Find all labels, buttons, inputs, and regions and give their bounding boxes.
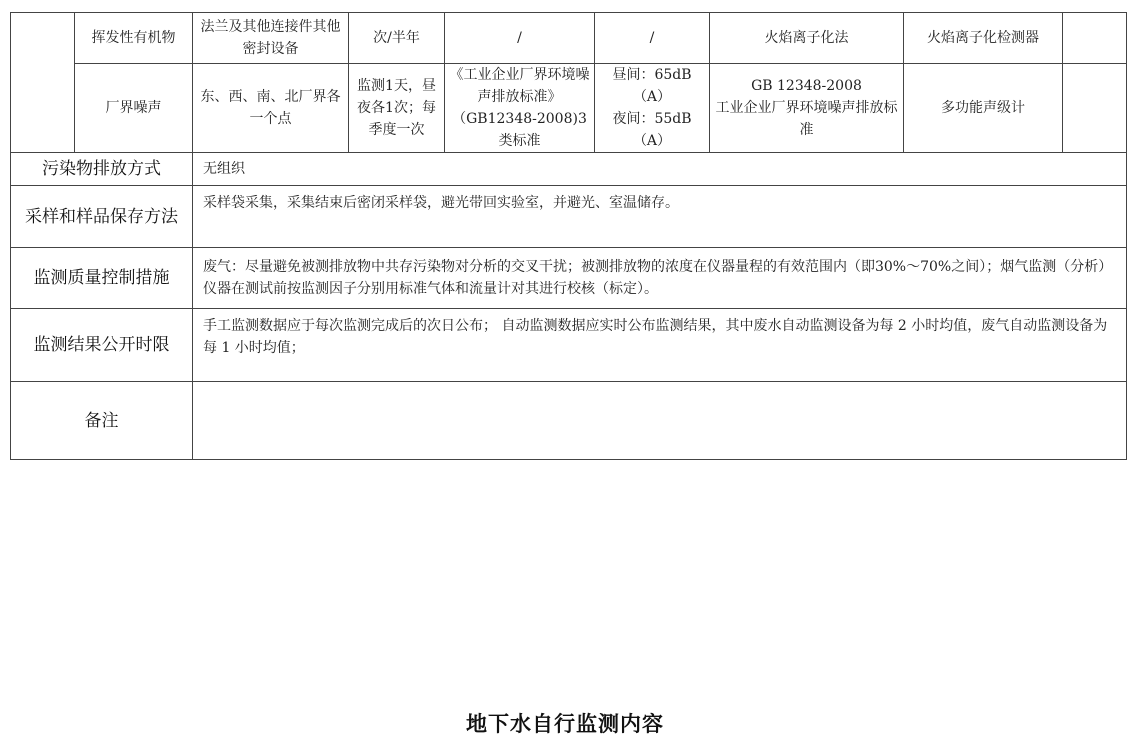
method-name: 工业企业厂界环境噪声排放标准 <box>715 100 898 138</box>
section-label: 监测结果公开时限 <box>11 309 193 382</box>
item-cell: 厂界噪声 <box>75 64 193 153</box>
limit-night: 夜间：55dB（A） <box>612 111 692 149</box>
method-cell: 火焰离子化法 <box>710 13 904 64</box>
method-cell <box>710 64 904 153</box>
limit-cell <box>595 64 710 153</box>
section-text: 手工监测数据应于每次监测完成后的次日公布； 自动监测数据应实时公布监测结果，其中废水自动监测设备为每 2 小时均值，废气自动监测设备为每 1 小时均值； <box>193 309 1127 382</box>
section-label: 污染物排放方式 <box>11 153 193 186</box>
empty-cell <box>1063 64 1127 153</box>
standard-cell: 《工业企业厂界环境噪声排放标准》（GB12348-2008)3类标准 <box>445 64 595 153</box>
section-row <box>11 309 1127 382</box>
empty-cell <box>11 13 75 153</box>
section-label: 监测质量控制措施 <box>11 248 193 309</box>
section-label: 采样和样品保存方法 <box>11 186 193 248</box>
section-text: 采样袋采集，采集结束后密闭采样袋，避光带回实验室，并避光、室温储存。 <box>193 186 1127 248</box>
frequency-cell: 监测1天，昼夜各1次；每季度一次 <box>349 64 445 153</box>
item-cell: 挥发性有机物 <box>75 13 193 64</box>
limit-day: 昼间：65dB（A） <box>612 67 692 105</box>
page-title: 地下水自行监测内容 <box>466 712 664 736</box>
point-cell: 法兰及其他连接件其他密封设备 <box>193 13 349 64</box>
standard-cell: / <box>445 13 595 64</box>
method-code: GB 12348-2008 <box>751 78 862 94</box>
section-row <box>11 153 1127 186</box>
instrument-cell: 火焰离子化检测器 <box>904 13 1063 64</box>
limit-cell: / <box>595 13 710 64</box>
section-row <box>11 382 1127 460</box>
frequency-cell: 次/半年 <box>349 13 445 64</box>
section-text <box>193 382 1127 460</box>
section-row <box>11 248 1127 309</box>
empty-cell <box>1063 13 1127 64</box>
monitoring-grid <box>10 12 1127 460</box>
section-text: 废气：尽量避免被测排放物中共存污染物对分析的交叉干扰；被测排放物的浓度在仪器量程的有效范围内（即30%～70%之间）；烟气监测（分析）仪器在测试前按监测因子分别用标准气体和流量计对其进行校核（标定）。 <box>193 248 1127 309</box>
section-label: 备注 <box>11 382 193 460</box>
table-row <box>11 13 1127 64</box>
table-row <box>11 64 1127 153</box>
section-row <box>11 186 1127 248</box>
section-text: 无组织 <box>193 153 1127 186</box>
point-cell: 东、西、南、北厂界各一个点 <box>193 64 349 153</box>
monitoring-table <box>10 12 1126 460</box>
instrument-cell: 多功能声级计 <box>904 64 1063 153</box>
